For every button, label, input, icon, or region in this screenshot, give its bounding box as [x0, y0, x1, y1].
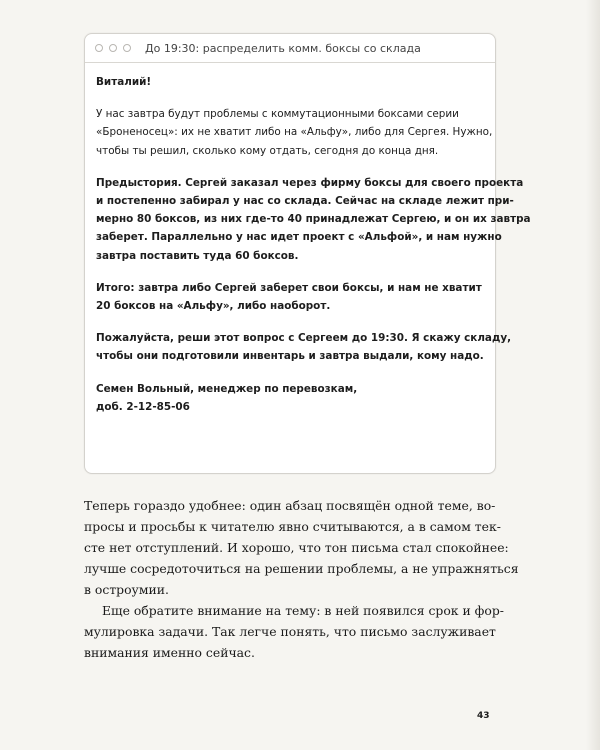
book-text: [84, 495, 519, 663]
email-body: [85, 63, 531, 416]
text-line: просы и просьбы к читателю явно считываются, а в самом тек-: [84, 519, 501, 534]
text-line: Предыстория. Сергей заказал через фирму боксы для своего проекта: [96, 176, 524, 189]
text-line: внимания именно сейчас.: [84, 645, 255, 660]
text-line: «Броненосец»: их не хватит либо на «Альфу», либо для Сергея. Нужно,: [96, 126, 493, 139]
text-line: У нас завтра будут проблемы с коммутационными боксами серии: [96, 108, 459, 121]
text-line: 20 боксов на «Альфу», либо наоборот.: [96, 300, 331, 313]
text-line: чтобы ты решил, сколько кому отдать, сегодня до конца дня.: [96, 144, 439, 157]
email-title-bar: [85, 34, 495, 63]
text-line: чтобы они подготовили инвентарь и завтра выдали, кому надо.: [96, 350, 484, 363]
text-line: в остроумии.: [84, 582, 169, 597]
window-dot-icon: [95, 44, 103, 52]
text-line: лучше сосредоточиться на решении проблемы, а не упражняться: [84, 561, 519, 576]
email-paragraph: [96, 279, 484, 315]
book-paragraph: [84, 600, 504, 663]
text-line: сте нет отступлений. И хорошо, что тон письма стал спокойнее:: [84, 540, 509, 555]
text-line: и постепенно забирал у нас со склада. Сейчас на складе лежит при-: [96, 195, 514, 208]
email-signature: [96, 380, 484, 416]
text-line: Семен Вольный, менеджер по перевозкам,: [96, 382, 358, 395]
window-dot-icon: [109, 44, 117, 52]
email-window: [84, 33, 531, 474]
window-dot-icon: [123, 44, 131, 52]
email-subject: До 19:30: распределить комм. боксы со склада: [145, 41, 421, 55]
page-number: 43: [477, 711, 490, 721]
page-edge: [586, 0, 600, 750]
email-paragraph: [96, 174, 531, 265]
text-line: заберет. Параллельно у нас идет проект с «Альфой», и нам нужно: [96, 231, 502, 244]
text-line: завтра поставить туда 60 боксов.: [96, 249, 299, 262]
text-line: мулировка задачи. Так легче понять, что письмо заслуживает: [84, 624, 496, 639]
text-line: доб. 2-12-85-06: [96, 400, 190, 413]
text-line: Итого: завтра либо Сергей заберет свои боксы, и нам не хватит: [96, 281, 482, 294]
book-paragraph: [84, 495, 519, 600]
text-line: Теперь гораздо удобнее: один абзац посвящён одной теме, во-: [84, 498, 496, 513]
text-line: Еще обратите внимание на тему: в ней появился срок и фор-: [102, 603, 504, 618]
text-line: мерно 80 боксов, из них где-то 40 принадлежат Сергею, и он их завтра: [96, 213, 531, 226]
email-paragraph: [96, 105, 493, 160]
text-line: Пожалуйста, реши этот вопрос с Сергеем до 19:30. Я скажу складу,: [96, 332, 512, 345]
email-greeting: Виталий!: [96, 76, 152, 88]
email-paragraph: [96, 329, 512, 365]
